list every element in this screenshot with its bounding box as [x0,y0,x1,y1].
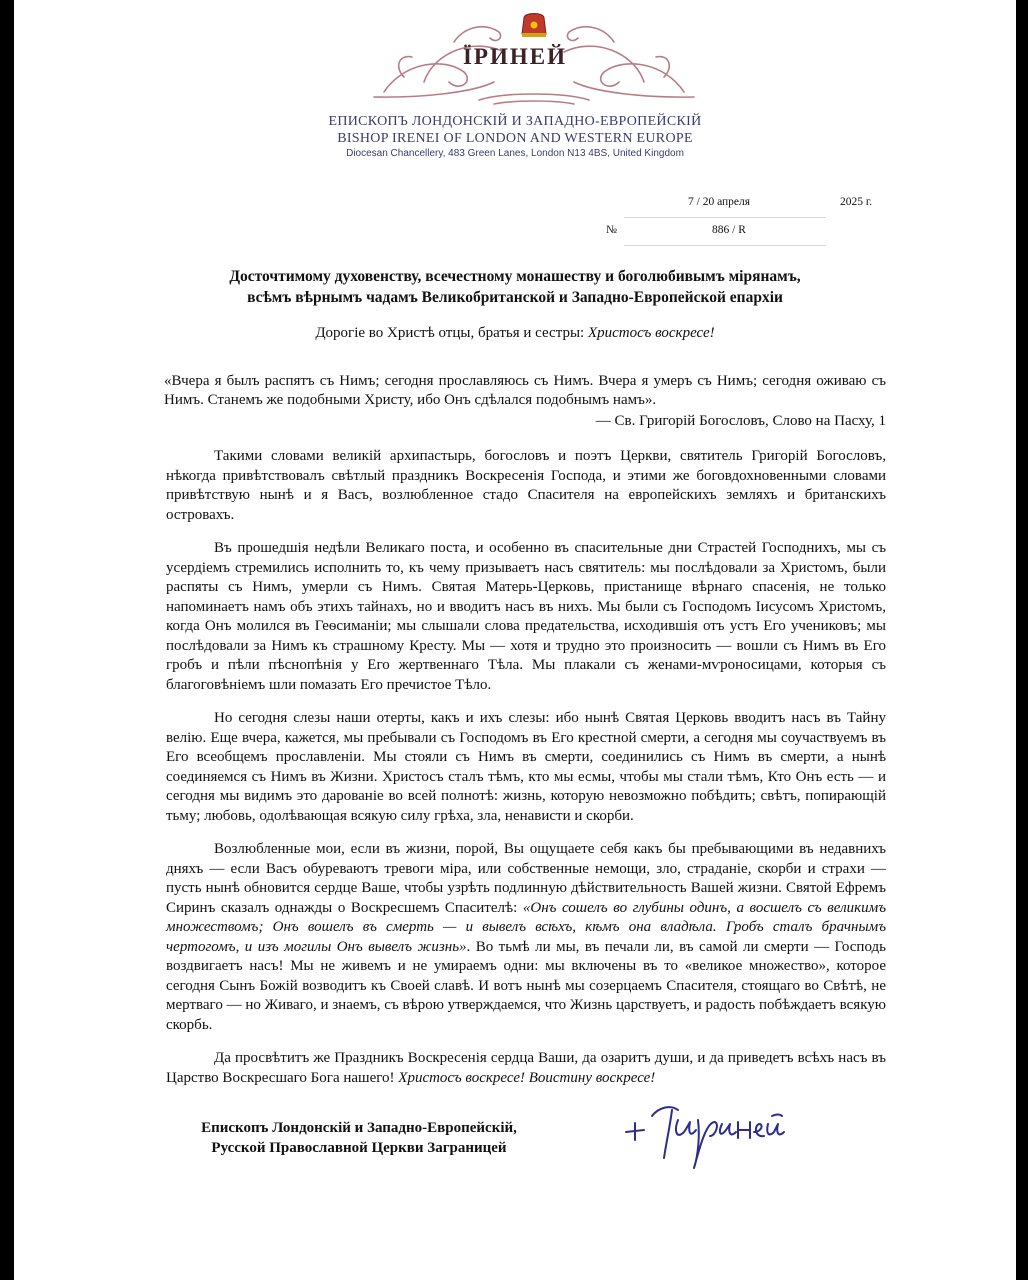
greeting [14,325,1016,342]
paragraph-text: . Во тьмѣ ли мы, въ печали ли, въ самой ли смерти — Господь воздвигаетъ насъ! Мы не живемъ и не умираемъ одни: мы включены въ то «великое множество», которое сегодня Сынъ Божій возводитъ къ Своей славѣ. И вотъ нынѣ мы созерцаемъ Спасителя, стоящаго во Свѣтѣ, не мертваго — но Живаго, и знаемъ, съ вѣрою утверждаемся, что Жизнь царствуетъ, и радость побѣждаетъ всякую скорбь. [166,938,886,1033]
letterhead-title-en: BISHOP IRENEI OF LONDON AND WESTERN EUROPE [337,131,693,146]
paragraph-text: Да просвѣтитъ же Праздникъ Воскресенія сердца Ваши, да озаритъ души, и да приведетъ всѣхъ насъ въ Царство Воскресшаго Бога нашего! [166,1050,886,1086]
greeting-paschal: Христосъ воскресе! [587,325,715,341]
paragraph: Въ прошедшія недѣли Великаго поста, и особенно въ спасительные дни Страстей Господнихъ, мы съ усердіемъ стремились исполнить то, къ чему призываетъ насъ святитель: мы послѣдовали за Христомъ, были распяты съ Нимъ, умерли съ Нимъ. Святая Матерь-Церковь, пристанище вѣрнаго спасенія, не только напоминаетъ намъ объ этихъ тайнахъ, но и вводитъ насъ въ нихъ. Мы были съ Господомъ Іисусомъ Христомъ, когда Онъ молился въ Геѳсиманіи; мы слышали слова предательства, исходившія отъ устъ Его учениковъ; мы послѣдовали за Нимъ къ страшному Кресту. Мы — хотя и трудно это произносить — вошли съ Нимъ въ Его гробъ и пѣли пѣснопѣнія у Его жертвеннаго Тѣла. Мы плакали съ женами-мѵроносицами, которыя съ благоговѣніемъ шли помазать Его пречистое Тѣло. [166,540,886,693]
letterhead-title-ru: ЕПИСКОПЪ ЛОНДОНСКІЙ И ЗАПАДНО-ЕВРОПЕЙСКІЙ [328,114,702,129]
addressee [14,266,1016,308]
signature-title [159,1118,559,1158]
quotation-ephrem: «Онъ сошелъ во глубины одинъ, а восшелъ съ великимъ множествомъ; Онъ вошелъ въ смерть — и вывелъ всѣхъ, кѣмъ она владѣла. Гробъ сталъ брачнымъ чертогомъ, и изъ могилы Онъ вывелъ жизнь» [166,899,886,955]
signature-title-line: Епископъ Лондонскій и Западно-Европейскій, [201,1120,517,1136]
paschal-greeting: Христосъ воскресе! Воистину воскресе! [398,1069,656,1086]
epigraph [164,372,886,431]
addressee-line: Досточтимому духовенству, всечестному монашеству и боголюбивымъ мірянамъ, [229,268,801,285]
mitre-icon [522,14,546,38]
letterhead-monogram: ЇРИНЕЙ [462,44,567,69]
letter-date: 7 / 20 апреля [688,196,751,208]
paragraph [166,840,886,1035]
epigraph-quote: «Вчера я былъ распятъ съ Нимъ; сегодня прославляюсь съ Нимъ. Вчера я умеръ съ Нимъ; сегодня оживаю съ Нимъ. Станемъ же подобными Христу, ибо Онъ сдѣлался подобнымъ намъ». [164,373,886,408]
letter-year: 2025 г. [840,196,873,208]
letter-body [166,447,886,1102]
letter-number: 886 / R [712,224,746,236]
paragraph: Но сегодня слезы наши отерты, какъ и ихъ слезы: ибо нынѣ Святая Церковь вводитъ насъ въ Тайну велію. Еще вчера, кажется, мы пребывали съ Господомъ въ Его крестной смерти, а сегодня мы соучаствуемъ въ Его всеобщемъ прославленіи. Мы стояли съ Нимъ въ смерти, соединились съ Нимъ въ смерти, а нынѣ соединяемся съ Нимъ въ Жизни. Христосъ сталъ тѣмъ, кто мы есмы, чтобы мы стали тѣмъ, Кто Онъ есть — и сегодня мы видимъ это дарованіе во всей полнотѣ: жизнь, которую невозможно побѣдить; свѣтъ, попирающій тьму; любовь, одолѣвающая всякую силу грѣха, зла, ненависти и скорби. [166,710,886,824]
paragraph: Такими словами великій архипастырь, богословъ и поэтъ Церкви, святитель Григорій Богословъ, нѣкогда привѣтствовалъ свѣтлый праздникъ Воскресенія Господа, и этими же боговдохновенными словами привѣтствую нынѣ и я Васъ, возлюбленное стадо Спасителя на европейскихъ земляхъ и британскихъ островахъ. [166,448,886,523]
number-label: № [606,224,617,236]
epigraph-source: — Св. Григорій Богословъ, Слово на Пасху, 1 [595,413,886,429]
divider [624,217,826,218]
divider [624,245,826,246]
paragraph [166,1049,886,1088]
letterhead-address: Diocesan Chancellery, 483 Green Lanes, London N13 4BS, United Kingdom [346,148,684,159]
handwritten-signature [614,1096,804,1176]
signature-title-line: Русской Православной Церкви Заграницей [211,1140,507,1156]
greeting-text: Дорогіе во Христѣ отцы, братья и сестры: [315,325,588,341]
letter-page [14,0,1016,1280]
addressee-line: всѣмъ вѣрнымъ чадамъ Великобританской и Западно-Европейской епархіи [247,289,783,306]
paragraph-text: Возлюбленные мои, если въ жизни, порой, Вы ощущаете себя какъ бы пребывающими въ недавнихъ дняхъ — если Васъ обуреваютъ тревоги міра, или собственные немощи, зло, страданіе, скорби и страхи — пусть нынѣ обновится сердце Ваше, чтобы узрѣть подлинную дѣйствительность Вашей жизни. Святой Ефремъ Сиринъ сказалъ однажды о Воскресшемъ Спасителѣ: [166,841,886,916]
